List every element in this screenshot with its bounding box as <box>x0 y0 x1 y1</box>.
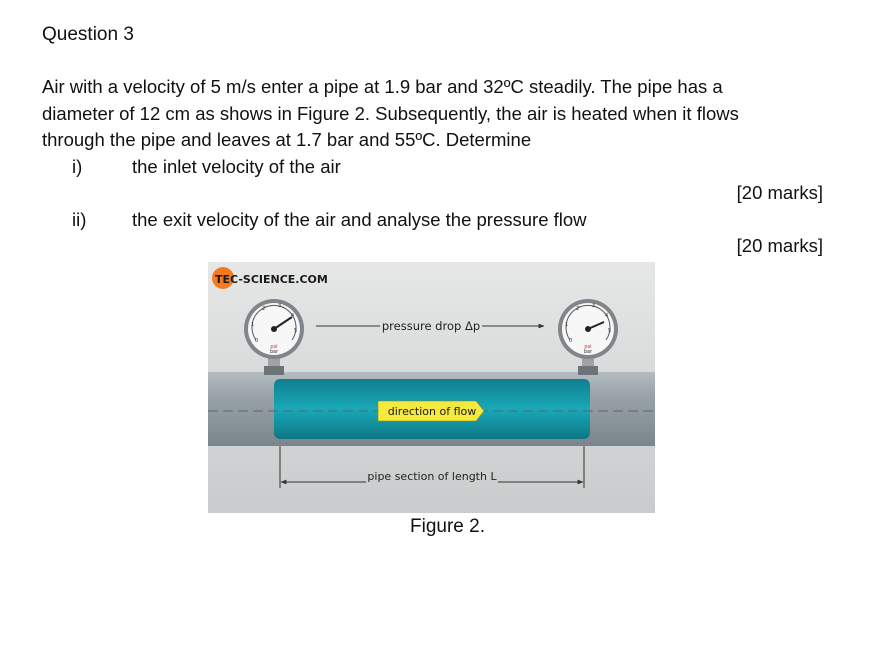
part-i-marks: [20 marks] <box>736 182 823 203</box>
gauge-tick: 5 <box>294 328 298 334</box>
gauge-tick: 3 <box>278 303 282 309</box>
pressure-drop-label: pressure drop Δp <box>381 319 481 333</box>
pipe-figure <box>208 262 655 513</box>
gauge-unit-bar: bar <box>269 349 279 355</box>
gauge-nut-left <box>264 366 284 375</box>
part-i-text: the inlet velocity of the air <box>132 156 341 177</box>
part-ii-text: the exit velocity of the air and analyse the pressure flow <box>132 209 587 230</box>
gauge-tick: 4 <box>605 313 609 319</box>
body-line: through the pipe and leaves at 1.7 bar and 55ºC. Determine <box>42 129 532 150</box>
part-ii-number: ii) <box>72 209 87 230</box>
gauge-tick: 4 <box>291 313 295 319</box>
gauge-tick: 0 <box>569 338 573 344</box>
part-ii-marks: [20 marks] <box>736 235 823 256</box>
body-line: diameter of 12 cm as shows in Figure 2. Subsequently, the air is heated when it flows <box>42 102 739 124</box>
gauge-tick: 3 <box>592 303 596 309</box>
question-body <box>42 74 842 154</box>
gauge-tick: 1 <box>251 322 255 328</box>
body-line: Air with a velocity of 5 m/s enter a pipe at 1.9 bar and 32ºC steadily. The pipe has a <box>42 76 723 97</box>
question-heading: Question 3 <box>42 24 134 45</box>
pressure-gauge-right-icon <box>558 299 618 359</box>
gauge-tick: 2 <box>262 306 266 312</box>
gauge-unit-bar: bar <box>583 349 593 355</box>
gauge-nut-right <box>578 366 598 375</box>
flow-direction-label: direction of flow <box>387 405 477 418</box>
gauge-unit-psi: psi <box>270 344 278 350</box>
pressure-gauge-left-icon <box>244 299 304 359</box>
gauge-unit-psi: psi <box>584 344 592 350</box>
part-i-number: i) <box>72 156 83 177</box>
pipe-length-label: pipe section of length L <box>367 470 497 483</box>
gauge-tick: 5 <box>608 328 612 334</box>
gauge-tick: 0 <box>255 338 259 344</box>
gauge-tick: 2 <box>576 306 580 312</box>
figure-caption: Figure 2. <box>410 516 485 537</box>
logo-text: TEC-SCIENCE.COM <box>215 273 328 286</box>
gauge-tick: 1 <box>565 322 569 328</box>
